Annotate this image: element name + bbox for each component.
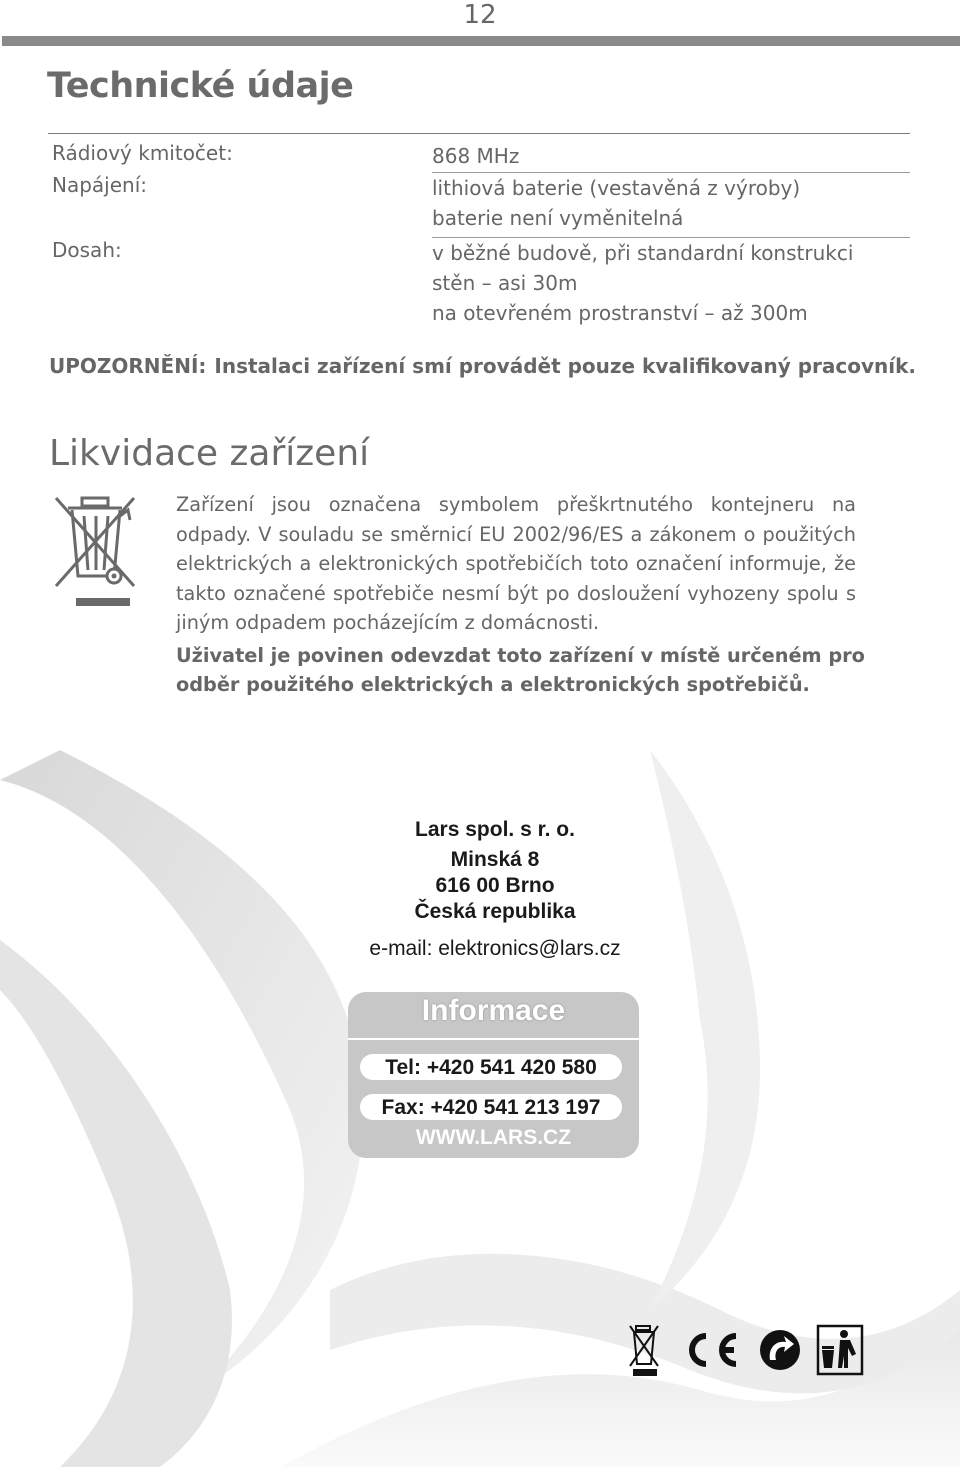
- warning-label: UPOZORNĚNÍ:: [49, 354, 207, 378]
- spec-row-frequency: [48, 134, 910, 171]
- info-divider: [348, 1038, 639, 1040]
- tidyman-bin-icon: [818, 1326, 862, 1374]
- country: Česká republika: [414, 900, 576, 923]
- certification-icons: [628, 1322, 868, 1378]
- tech-specs-table: [48, 133, 910, 328]
- website-link[interactable]: WWW.LARS.CZ: [415, 1126, 572, 1149]
- tech-specs-heading: Technické údaje: [47, 66, 354, 106]
- spec-row-range: [48, 238, 910, 328]
- spec-value: na otevřeném prostranství – až 300m: [432, 301, 808, 325]
- installation-warning: [49, 354, 916, 378]
- company-name: Lars spol. s r. o.: [415, 818, 575, 841]
- warning-text: Instalaci zařízení smí provádět pouze kvalifikovaný pracovník.: [214, 354, 917, 378]
- fax-number: Fax: +420 541 213 197: [360, 1094, 622, 1120]
- street-address: Minská 8: [450, 848, 540, 871]
- email-link[interactable]: e-mail: elektronics@lars.cz: [369, 937, 621, 960]
- page-number: 12: [463, 0, 497, 30]
- weee-crossed-bin-icon: [630, 1326, 658, 1375]
- spec-label: Rádiový kmitočet:: [52, 141, 233, 165]
- weee-bin-icon: [54, 494, 136, 608]
- address-block: [340, 808, 650, 993]
- spec-row-power: [48, 173, 910, 237]
- city-address: 616 00 Brno: [435, 874, 555, 897]
- header-bar: [2, 36, 960, 46]
- disposal-paragraph: Zařízení jsou označena symbolem přeškrtnutého kontejneru na odpady. V souladu se směrnicí EU 2002/96/ES a zákonem o použitých elektrických a elektronických spotřebičích toto označení informuje, že takto označené spotřebiče nesmí být po dosloužení vyhozeny spolu s jiným odpadem pocházejícím z domácnosti.: [176, 493, 856, 634]
- spec-value: baterie není vyměnitelná: [432, 206, 684, 230]
- spec-label: Napájení:: [52, 173, 147, 197]
- spec-value: stěn – asi 30m: [432, 271, 578, 295]
- info-title: Informace: [421, 994, 566, 1027]
- info-box: [348, 992, 639, 1158]
- spec-label: Dosah:: [52, 238, 122, 262]
- phone-number[interactable]: Tel: +420 541 420 580: [360, 1054, 622, 1080]
- recycle-arrow-icon: [760, 1330, 800, 1370]
- spec-value: v běžné budově, při standardní konstrukci: [432, 241, 854, 265]
- disposal-bold-paragraph: Uživatel je povinen odevzdat toto zařízení v místě určeném pro odběr použitého elektrických a elektronických spotřebičů.: [176, 644, 865, 696]
- spec-value: 868 MHz: [432, 144, 520, 168]
- ce-mark-icon: [692, 1336, 736, 1364]
- disposal-heading: Likvidace zařízení: [49, 433, 370, 474]
- spec-value: lithiová baterie (vestavěná z výroby): [432, 176, 801, 200]
